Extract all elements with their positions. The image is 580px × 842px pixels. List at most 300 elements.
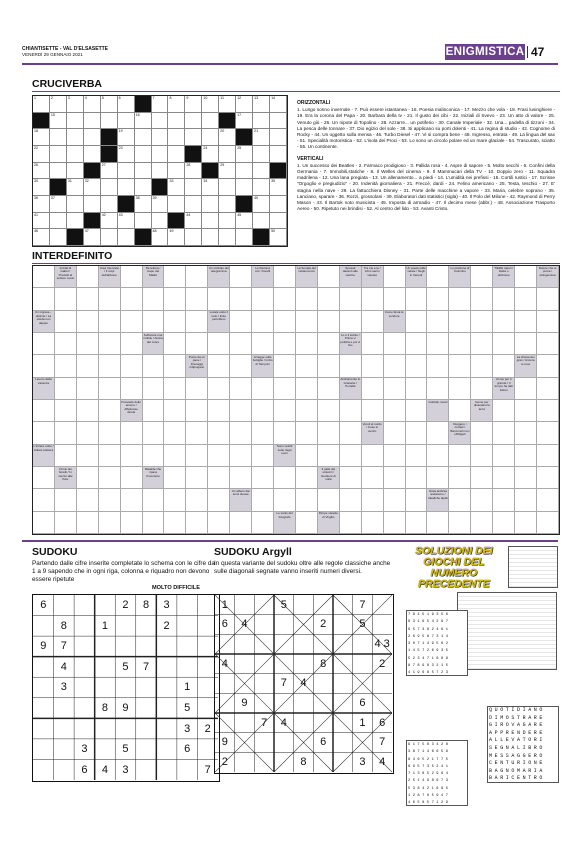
interdefinito-cell[interactable] — [449, 467, 471, 489]
crossword-cell[interactable] — [270, 179, 287, 196]
sudoku-cell[interactable] — [313, 634, 333, 654]
sudoku-cell[interactable] — [333, 693, 353, 713]
sudoku-cell[interactable]: 4 — [101, 763, 108, 776]
crossword-cell[interactable] — [219, 129, 236, 146]
interdefinito-cell[interactable] — [143, 422, 165, 444]
interdefinito-cell[interactable] — [252, 422, 274, 444]
interdefinito-cell[interactable] — [186, 467, 208, 489]
crossword-cell[interactable] — [84, 96, 101, 113]
sudoku-cell[interactable]: 4 — [221, 657, 228, 670]
interdefinito-cell[interactable] — [99, 512, 121, 534]
sudoku-cell[interactable]: 4 — [241, 618, 248, 631]
interdefinito-cell[interactable] — [537, 355, 559, 377]
crossword-cell[interactable] — [253, 213, 270, 230]
crossword-cell[interactable] — [152, 146, 169, 163]
interdefinito-cell[interactable] — [208, 400, 230, 422]
crossword-cell[interactable] — [135, 196, 152, 213]
interdefinito-cell[interactable] — [33, 333, 55, 355]
interdefinito-cell[interactable] — [208, 467, 230, 489]
sudoku-cell[interactable] — [254, 674, 274, 694]
crossword-cell[interactable] — [168, 163, 185, 180]
crossword-cell[interactable] — [270, 229, 287, 246]
interdefinito-cell[interactable] — [121, 333, 143, 355]
interdefinito-cell[interactable] — [449, 512, 471, 534]
crossword-cell[interactable] — [152, 163, 169, 180]
interdefinito-cell[interactable] — [143, 512, 165, 534]
interdefinito-cell[interactable] — [427, 355, 449, 377]
interdefinito-cell[interactable] — [230, 266, 252, 288]
sudoku-cell[interactable] — [294, 615, 314, 635]
crossword-cell[interactable] — [185, 129, 202, 146]
sudoku-cell[interactable] — [294, 634, 314, 654]
sudoku-cell[interactable] — [333, 674, 353, 694]
sudoku-cell[interactable] — [333, 615, 353, 635]
interdefinito-cell[interactable] — [252, 400, 274, 422]
interdefinito-cell[interactable] — [362, 489, 384, 511]
sudoku-cell[interactable] — [156, 698, 177, 719]
interdefinito-cell[interactable] — [318, 333, 340, 355]
interdefinito-cell[interactable] — [186, 378, 208, 400]
interdefinito-cell[interactable] — [493, 311, 515, 333]
crossword-cell[interactable] — [118, 113, 135, 130]
crossword-cell[interactable] — [185, 113, 202, 130]
interdefinito-cell[interactable] — [208, 288, 230, 310]
interdefinito-cell[interactable] — [515, 311, 537, 333]
sudoku-cell[interactable] — [254, 595, 274, 615]
crossword-cell[interactable] — [118, 146, 135, 163]
sudoku-cell[interactable] — [254, 615, 274, 635]
sudoku-cell[interactable]: 8 — [60, 619, 67, 632]
sudoku-cell[interactable] — [54, 718, 75, 739]
sudoku-cell[interactable] — [333, 634, 353, 654]
interdefinito-cell[interactable] — [164, 422, 186, 444]
sudoku-cell[interactable] — [74, 698, 95, 719]
interdefinito-cell[interactable] — [471, 311, 493, 333]
interdefinito-cell[interactable] — [77, 422, 99, 444]
interdefinito-cell[interactable] — [384, 422, 406, 444]
interdefinito-cell[interactable] — [537, 445, 559, 467]
interdefinito-cell[interactable] — [33, 422, 55, 444]
sudoku-cell[interactable] — [333, 733, 353, 753]
interdefinito-cell[interactable] — [537, 489, 559, 511]
crossword-cell[interactable] — [236, 179, 253, 196]
crossword-cell[interactable] — [219, 179, 236, 196]
interdefinito-cell[interactable] — [427, 512, 449, 534]
interdefinito-cell[interactable] — [186, 489, 208, 511]
sudoku-cell[interactable] — [74, 636, 95, 657]
interdefinito-cell[interactable] — [515, 288, 537, 310]
interdefinito-cell[interactable] — [449, 378, 471, 400]
interdefinito-cell[interactable] — [252, 489, 274, 511]
sudoku-grid[interactable] — [32, 594, 220, 782]
sudoku-cell[interactable]: 6 — [81, 763, 88, 776]
interdefinito-cell[interactable] — [384, 288, 406, 310]
crossword-cell[interactable] — [101, 179, 118, 196]
interdefinito-cell[interactable] — [99, 311, 121, 333]
sudoku-cell[interactable]: 9 — [122, 702, 129, 715]
crossword-cell[interactable] — [202, 146, 219, 163]
interdefinito-cell[interactable] — [230, 400, 252, 422]
interdefinito-cell[interactable] — [99, 400, 121, 422]
interdefinito-cell[interactable] — [274, 400, 296, 422]
sudoku-cell[interactable] — [33, 718, 54, 739]
sudoku-cell[interactable] — [95, 739, 116, 760]
sudoku-cell[interactable]: 7 — [379, 736, 386, 749]
interdefinito-cell[interactable] — [164, 445, 186, 467]
interdefinito-cell[interactable] — [55, 422, 77, 444]
sudoku-cell[interactable]: 5 — [122, 743, 129, 756]
interdefinito-cell[interactable] — [362, 467, 384, 489]
interdefinito-cell[interactable] — [296, 422, 318, 444]
interdefinito-cell[interactable] — [208, 445, 230, 467]
interdefinito-cell[interactable] — [77, 489, 99, 511]
interdefinito-cell[interactable] — [230, 311, 252, 333]
sudoku-cell[interactable] — [95, 636, 116, 657]
sudoku-cell[interactable] — [333, 713, 353, 733]
interdefinito-cell[interactable] — [340, 355, 362, 377]
interdefinito-cell[interactable] — [164, 489, 186, 511]
interdefinito-cell[interactable] — [427, 266, 449, 288]
crossword-cell[interactable] — [33, 96, 50, 113]
sudoku-cell[interactable] — [156, 677, 177, 698]
interdefinito-cell[interactable] — [164, 355, 186, 377]
sudoku-cell[interactable] — [215, 693, 235, 713]
interdefinito-cell[interactable] — [230, 288, 252, 310]
interdefinito-cell[interactable] — [121, 467, 143, 489]
sudoku-cell[interactable] — [33, 677, 54, 698]
sudoku-cell[interactable]: 3 — [184, 722, 191, 735]
interdefinito-cell[interactable] — [493, 400, 515, 422]
interdefinito-cell[interactable] — [208, 355, 230, 377]
interdefinito-cell[interactable] — [274, 378, 296, 400]
interdefinito-cell[interactable] — [427, 288, 449, 310]
interdefinito-cell[interactable] — [427, 311, 449, 333]
interdefinito-cell[interactable] — [99, 378, 121, 400]
sudoku-cell[interactable]: 5 — [122, 660, 129, 673]
crossword-cell[interactable] — [67, 96, 84, 113]
crossword-cell[interactable] — [219, 163, 236, 180]
sudoku-cell[interactable]: 3 — [359, 756, 366, 769]
crossword-cell[interactable] — [33, 213, 50, 230]
sudoku-cell[interactable]: 8 — [101, 702, 108, 715]
sudoku-cell[interactable] — [54, 739, 75, 760]
interdefinito-cell[interactable] — [208, 378, 230, 400]
crossword-cell[interactable] — [270, 196, 287, 213]
crossword-cell[interactable] — [135, 163, 152, 180]
interdefinito-cell[interactable] — [493, 512, 515, 534]
interdefinito-cell[interactable] — [362, 445, 384, 467]
crossword-cell[interactable] — [253, 196, 270, 213]
interdefinito-cell[interactable] — [121, 355, 143, 377]
sudoku-cell[interactable] — [254, 752, 274, 772]
interdefinito-cell[interactable] — [427, 378, 449, 400]
interdefinito-cell[interactable] — [296, 333, 318, 355]
interdefinito-cell[interactable] — [186, 422, 208, 444]
interdefinito-cell[interactable] — [164, 288, 186, 310]
crossword-cell[interactable] — [202, 129, 219, 146]
interdefinito-cell[interactable] — [230, 467, 252, 489]
interdefinito-cell[interactable] — [121, 512, 143, 534]
interdefinito-cell[interactable] — [340, 288, 362, 310]
sudoku-cell[interactable] — [313, 693, 333, 713]
sudoku-cell[interactable] — [294, 595, 314, 615]
sudoku-cell[interactable] — [353, 733, 373, 753]
sudoku-cell[interactable] — [54, 759, 75, 780]
interdefinito-cell[interactable] — [252, 445, 274, 467]
interdefinito-cell[interactable] — [515, 333, 537, 355]
crossword-cell[interactable] — [152, 113, 169, 130]
interdefinito-cell[interactable] — [99, 489, 121, 511]
crossword-cell[interactable] — [84, 146, 101, 163]
interdefinito-cell[interactable] — [406, 333, 428, 355]
interdefinito-cell[interactable] — [77, 378, 99, 400]
crossword-cell[interactable] — [152, 229, 169, 246]
interdefinito-cell[interactable] — [296, 378, 318, 400]
sudoku-cell[interactable] — [136, 636, 157, 657]
sudoku-cell[interactable] — [294, 713, 314, 733]
crossword-cell[interactable] — [185, 179, 202, 196]
interdefinito-cell[interactable] — [515, 445, 537, 467]
interdefinito-cell[interactable] — [33, 467, 55, 489]
interdefinito-cell[interactable] — [186, 333, 208, 355]
crossword-cell[interactable] — [236, 163, 253, 180]
interdefinito-cell[interactable] — [340, 445, 362, 467]
crossword-cell[interactable] — [168, 96, 185, 113]
crossword-cell[interactable] — [67, 179, 84, 196]
sudoku-cell[interactable]: 6 — [320, 736, 327, 749]
sudoku-cell[interactable] — [54, 698, 75, 719]
interdefinito-cell[interactable] — [143, 311, 165, 333]
sudoku-cell[interactable] — [54, 595, 75, 616]
interdefinito-cell[interactable] — [164, 378, 186, 400]
sudoku-cell[interactable] — [115, 616, 136, 637]
sudoku-cell[interactable] — [74, 718, 95, 739]
interdefinito-cell[interactable] — [55, 333, 77, 355]
interdefinito-cell[interactable] — [143, 489, 165, 511]
interdefinito-cell[interactable] — [471, 489, 493, 511]
sudoku-cell[interactable]: 5 — [359, 618, 366, 631]
crossword-cell[interactable] — [202, 196, 219, 213]
sudoku-cell[interactable] — [274, 615, 294, 635]
crossword-cell[interactable] — [50, 196, 67, 213]
sudoku-cell[interactable] — [33, 657, 54, 678]
crossword-cell[interactable] — [50, 96, 67, 113]
crossword-cell[interactable] — [253, 129, 270, 146]
crossword-cell[interactable] — [202, 96, 219, 113]
crossword-cell[interactable] — [152, 129, 169, 146]
crossword-cell[interactable] — [33, 229, 50, 246]
interdefinito-cell[interactable] — [186, 288, 208, 310]
sudoku-cell[interactable]: 4 — [379, 756, 386, 769]
interdefinito-cell[interactable] — [296, 445, 318, 467]
crossword-cell[interactable] — [67, 163, 84, 180]
interdefinito-cell[interactable] — [406, 467, 428, 489]
crossword-cell[interactable] — [135, 213, 152, 230]
sudoku-cell[interactable] — [95, 718, 116, 739]
crossword-cell[interactable] — [67, 129, 84, 146]
crossword-cell[interactable] — [135, 113, 152, 130]
interdefinito-cell[interactable] — [362, 355, 384, 377]
interdefinito-cell[interactable] — [121, 266, 143, 288]
interdefinito-cell[interactable] — [515, 400, 537, 422]
crossword-cell[interactable] — [236, 113, 253, 130]
sudoku-cell[interactable] — [313, 674, 333, 694]
interdefinito-cell[interactable] — [406, 422, 428, 444]
interdefinito-cell[interactable] — [384, 489, 406, 511]
sudoku-cell[interactable]: 4 3 — [374, 638, 390, 651]
interdefinito-cell[interactable] — [77, 355, 99, 377]
interdefinito-cell[interactable] — [493, 445, 515, 467]
crossword-cell[interactable] — [253, 163, 270, 180]
sudoku-cell[interactable] — [215, 713, 235, 733]
sudoku-cell[interactable]: 6 — [184, 743, 191, 756]
crossword-cell[interactable] — [253, 179, 270, 196]
interdefinito-cell[interactable] — [471, 512, 493, 534]
interdefinito-cell[interactable] — [55, 355, 77, 377]
sudoku-cell[interactable]: 6 — [359, 697, 366, 710]
interdefinito-cell[interactable] — [274, 333, 296, 355]
sudoku-cell[interactable]: 2 — [221, 756, 228, 769]
crossword-cell[interactable] — [168, 146, 185, 163]
interdefinito-cell[interactable] — [33, 355, 55, 377]
crossword-cell[interactable] — [33, 146, 50, 163]
sudoku-cell[interactable]: 8 — [142, 599, 150, 612]
crossword-cell[interactable] — [219, 146, 236, 163]
sudoku-cell[interactable] — [156, 636, 177, 657]
interdefinito-cell[interactable] — [296, 400, 318, 422]
crossword-cell[interactable] — [270, 146, 287, 163]
crossword-cell[interactable] — [168, 113, 185, 130]
interdefinito-cell[interactable] — [77, 467, 99, 489]
interdefinito-cell[interactable] — [274, 467, 296, 489]
interdefinito-cell[interactable] — [340, 512, 362, 534]
sudoku-cell[interactable] — [74, 616, 95, 637]
sudoku-cell[interactable] — [235, 595, 255, 615]
sudoku-cell[interactable]: 1 — [359, 716, 366, 729]
sudoku-cell[interactable] — [115, 636, 136, 657]
interdefinito-cell[interactable] — [55, 445, 77, 467]
sudoku-cell[interactable]: 3 — [122, 763, 129, 776]
interdefinito-cell[interactable] — [449, 288, 471, 310]
sudoku-cell[interactable] — [353, 674, 373, 694]
interdefinito-cell[interactable] — [99, 467, 121, 489]
interdefinito-cell[interactable] — [471, 467, 493, 489]
crossword-cell[interactable] — [185, 229, 202, 246]
crossword-cell[interactable] — [118, 129, 135, 146]
sudoku-cell[interactable]: 1 — [221, 598, 228, 611]
interdefinito-cell[interactable] — [186, 445, 208, 467]
sudoku-cell[interactable]: 9 — [40, 640, 47, 653]
interdefinito-cell[interactable] — [406, 445, 428, 467]
interdefinito-cell[interactable] — [143, 400, 165, 422]
interdefinito-cell[interactable] — [33, 512, 55, 534]
interdefinito-cell[interactable] — [515, 266, 537, 288]
sudoku-cell[interactable] — [333, 752, 353, 772]
sudoku-cell[interactable]: 4 — [60, 660, 67, 673]
sudoku-cell[interactable] — [95, 657, 116, 678]
interdefinito-cell[interactable] — [33, 400, 55, 422]
interdefinito-cell[interactable] — [230, 512, 252, 534]
crossword-cell[interactable] — [84, 196, 101, 213]
interdefinito-cell[interactable] — [252, 512, 274, 534]
sudoku-cell[interactable] — [274, 693, 294, 713]
interdefinito-cell[interactable] — [33, 288, 55, 310]
interdefinito-cell[interactable] — [318, 422, 340, 444]
sudoku-cell[interactable] — [254, 654, 274, 674]
crossword-cell[interactable] — [152, 196, 169, 213]
crossword-cell[interactable] — [84, 229, 101, 246]
interdefinito-cell[interactable] — [427, 467, 449, 489]
crossword-cell[interactable] — [118, 96, 135, 113]
crossword-cell[interactable] — [84, 179, 101, 196]
interdefinito-cell[interactable] — [340, 400, 362, 422]
interdefinito-cell[interactable] — [99, 422, 121, 444]
interdefinito-cell[interactable] — [208, 489, 230, 511]
crossword-cell[interactable] — [236, 229, 253, 246]
crossword-cell[interactable] — [168, 129, 185, 146]
sudoku-cell[interactable] — [33, 739, 54, 760]
sudoku-cell[interactable] — [372, 674, 392, 694]
sudoku-cell[interactable] — [294, 733, 314, 753]
interdefinito-cell[interactable] — [449, 489, 471, 511]
sudoku-cell[interactable] — [74, 677, 95, 698]
crossword-cell[interactable] — [135, 179, 152, 196]
crossword-cell[interactable] — [33, 179, 50, 196]
crossword-cell[interactable] — [202, 179, 219, 196]
sudoku-cell[interactable] — [235, 674, 255, 694]
crossword-cell[interactable] — [185, 196, 202, 213]
interdefinito-cell[interactable] — [121, 422, 143, 444]
sudoku-cell[interactable] — [156, 718, 177, 739]
interdefinito-cell[interactable] — [362, 311, 384, 333]
interdefinito-cell[interactable] — [384, 400, 406, 422]
interdefinito-cell[interactable] — [252, 311, 274, 333]
sudoku-cell[interactable] — [372, 615, 392, 635]
interdefinito-cell[interactable] — [252, 467, 274, 489]
interdefinito-cell[interactable] — [406, 400, 428, 422]
interdefinito-cell[interactable] — [186, 266, 208, 288]
interdefinito-cell[interactable] — [77, 266, 99, 288]
interdefinito-cell[interactable] — [208, 512, 230, 534]
interdefinito-cell[interactable] — [340, 489, 362, 511]
interdefinito-cell[interactable] — [493, 489, 515, 511]
sudoku-cell[interactable]: 7 — [204, 763, 211, 776]
sudoku-cell[interactable]: 6 — [379, 716, 386, 729]
interdefinito-cell[interactable] — [274, 311, 296, 333]
crossword-cell[interactable] — [202, 229, 219, 246]
sudoku-cell[interactable] — [372, 595, 392, 615]
crossword-cell[interactable] — [236, 146, 253, 163]
sudoku-cell[interactable] — [372, 693, 392, 713]
interdefinito-cell[interactable] — [274, 266, 296, 288]
sudoku-cell[interactable] — [136, 677, 157, 698]
crossword-cell[interactable] — [152, 96, 172, 113]
sudoku-cell[interactable]: 2 — [320, 618, 327, 631]
sudoku-cell[interactable] — [333, 595, 353, 615]
crossword-cell[interactable] — [219, 96, 236, 113]
sudoku-cell[interactable] — [33, 616, 54, 637]
crossword-cell[interactable] — [219, 229, 236, 246]
crossword-cell[interactable] — [219, 196, 236, 213]
interdefinito-cell[interactable] — [143, 378, 165, 400]
sudoku-cell[interactable]: 2 — [122, 599, 129, 612]
interdefinito-cell[interactable] — [143, 288, 165, 310]
sudoku-cell[interactable] — [115, 718, 136, 739]
crossword-cell[interactable] — [33, 196, 50, 213]
interdefinito-cell[interactable] — [252, 333, 274, 355]
sudoku-cell[interactable] — [156, 759, 177, 780]
sudoku-cell[interactable]: 2 — [163, 619, 170, 632]
